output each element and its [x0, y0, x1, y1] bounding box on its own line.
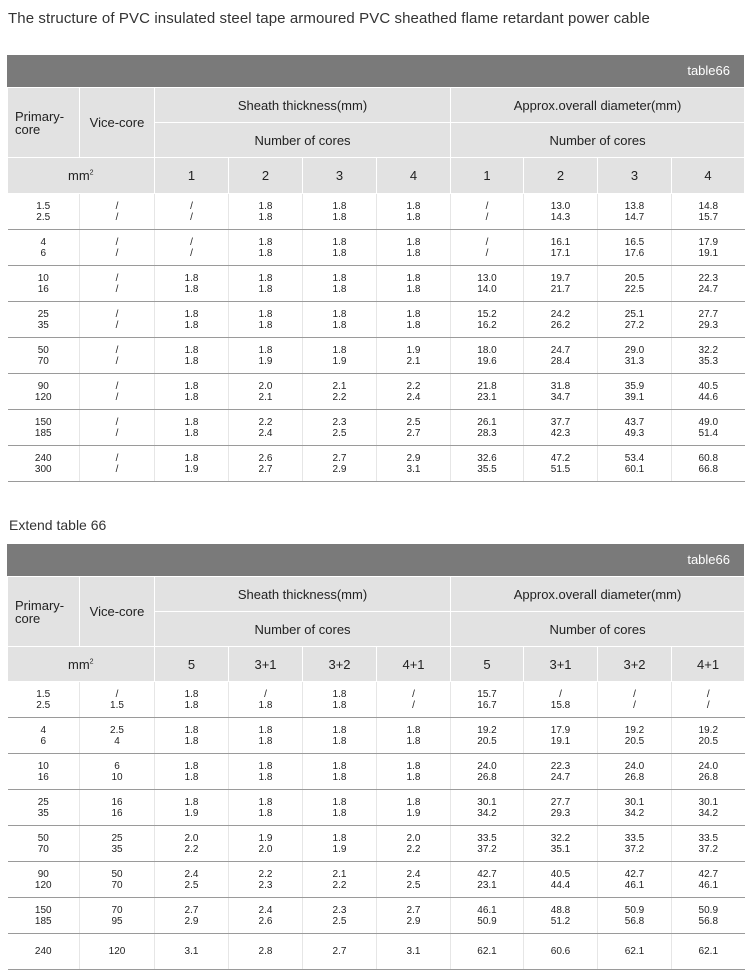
primary-core-cell: 10 16: [8, 266, 80, 302]
value-cell: 33.5 37.2: [598, 826, 672, 862]
sheath-number-of-cores-header: Number of cores: [155, 612, 451, 647]
value-cell: 1.8 1.9: [303, 338, 377, 374]
vice-core-cell: / 1.5: [80, 682, 155, 718]
value-cell: / /: [672, 682, 745, 718]
vice-core-cell: 50 70: [80, 862, 155, 898]
value-cell: 13.8 14.7: [598, 194, 672, 230]
table-tag: table66: [7, 544, 744, 576]
value-cell: 60.6: [524, 934, 598, 970]
core-count-header: 4: [672, 158, 745, 194]
value-cell: 2.7: [303, 934, 377, 970]
primary-core-cell: 90 120: [8, 374, 80, 410]
core-count-header: 3: [598, 158, 672, 194]
value-cell: 1.8 1.8: [229, 266, 303, 302]
primary-core-cell: 25 35: [8, 790, 80, 826]
value-cell: 32.2 35.1: [524, 826, 598, 862]
value-cell: 21.8 23.1: [451, 374, 524, 410]
value-cell: 62.1: [451, 934, 524, 970]
value-cell: 1.8 1.8: [155, 718, 229, 754]
page-title: The structure of PVC insulated steel tape armoured PVC sheathed flame retardant power cable: [8, 10, 650, 27]
value-cell: 33.5 37.2: [672, 826, 745, 862]
table-row: [8, 898, 745, 934]
core-count-header: 4+1: [672, 647, 745, 682]
value-cell: / /: [377, 682, 451, 718]
vice-core-cell: / /: [80, 410, 155, 446]
value-cell: 2.4 2.5: [377, 862, 451, 898]
value-cell: 1.8 1.9: [303, 826, 377, 862]
value-cell: 40.5 44.6: [672, 374, 745, 410]
value-cell: 1.8 1.8: [303, 754, 377, 790]
vice-core-cell: / /: [80, 230, 155, 266]
vice-core-cell: 6 10: [80, 754, 155, 790]
value-cell: 30.1 34.2: [672, 790, 745, 826]
table-tag: table66: [7, 55, 744, 87]
primary-core-header: Primary- core: [8, 577, 80, 647]
primary-core-cell: 10 16: [8, 754, 80, 790]
table-row: [8, 754, 745, 790]
value-cell: 1.8 1.8: [303, 230, 377, 266]
diameter-number-of-cores-header: Number of cores: [451, 123, 745, 158]
value-cell: 48.8 51.2: [524, 898, 598, 934]
value-cell: 16.1 17.1: [524, 230, 598, 266]
unit-header: $mm^2$: [8, 158, 155, 194]
value-cell: 24.0 26.8: [451, 754, 524, 790]
value-cell: 1.8 1.8: [155, 754, 229, 790]
value-cell: / /: [451, 194, 524, 230]
value-cell: 53.4 60.1: [598, 446, 672, 482]
value-cell: 19.2 20.5: [451, 718, 524, 754]
value-cell: 17.9 19.1: [524, 718, 598, 754]
table-row: [8, 338, 745, 374]
value-cell: 42.7 46.1: [598, 862, 672, 898]
value-cell: 1.8 1.8: [155, 682, 229, 718]
value-cell: 24.0 26.8: [598, 754, 672, 790]
sheath-thickness-header: Sheath thickness(mm): [155, 88, 451, 123]
sheath-number-of-cores-header: Number of cores: [155, 123, 451, 158]
value-cell: 2.3 2.5: [303, 410, 377, 446]
core-count-header: 3+1: [229, 647, 303, 682]
primary-core-cell: 1.5 2.5: [8, 682, 80, 718]
table-row: [8, 682, 745, 718]
value-cell: 32.6 35.5: [451, 446, 524, 482]
extend-table-title: Extend table 66: [9, 517, 107, 533]
value-cell: 2.7 2.9: [303, 446, 377, 482]
core-count-header: 3+1: [524, 647, 598, 682]
primary-core-cell: 50 70: [8, 338, 80, 374]
value-cell: 35.9 39.1: [598, 374, 672, 410]
value-cell: 50.9 56.8: [598, 898, 672, 934]
value-cell: / 15.8: [524, 682, 598, 718]
value-cell: 2.4 2.5: [155, 862, 229, 898]
value-cell: 2.3 2.5: [303, 898, 377, 934]
table-row: [8, 862, 745, 898]
table-row: [8, 230, 745, 266]
value-cell: 2.1 2.2: [303, 862, 377, 898]
value-cell: 1.8 1.9: [377, 790, 451, 826]
value-cell: 25.1 27.2: [598, 302, 672, 338]
value-cell: 42.7 23.1: [451, 862, 524, 898]
vice-core-cell: 25 35: [80, 826, 155, 862]
value-cell: 1.8 1.8: [155, 302, 229, 338]
value-cell: 1.8 1.8: [303, 194, 377, 230]
value-cell: / /: [598, 682, 672, 718]
value-cell: 3.1: [377, 934, 451, 970]
overall-diameter-header: Approx.overall diameter(mm): [451, 577, 745, 612]
value-cell: 24.7 28.4: [524, 338, 598, 374]
value-cell: 49.0 51.4: [672, 410, 745, 446]
value-cell: 19.2 20.5: [598, 718, 672, 754]
table-row: [8, 302, 745, 338]
value-cell: 22.3 24.7: [672, 266, 745, 302]
vice-core-cell: 70 95: [80, 898, 155, 934]
value-cell: 42.7 46.1: [672, 862, 745, 898]
value-cell: 1.8 1.8: [377, 266, 451, 302]
value-cell: 2.7 2.9: [377, 898, 451, 934]
value-cell: 1.8 1.8: [155, 266, 229, 302]
overall-diameter-header: Approx.overall diameter(mm): [451, 88, 745, 123]
value-cell: 31.8 34.7: [524, 374, 598, 410]
table-grid: [7, 576, 745, 970]
vice-core-cell: 120: [80, 934, 155, 970]
core-count-header-row: [8, 647, 745, 682]
value-cell: 1.8 1.9: [229, 338, 303, 374]
core-count-header: 3+2: [303, 647, 377, 682]
value-cell: 2.4 2.6: [229, 898, 303, 934]
value-cell: 17.9 19.1: [672, 230, 745, 266]
diameter-number-of-cores-header: Number of cores: [451, 612, 745, 647]
value-cell: 2.2 2.4: [377, 374, 451, 410]
value-cell: 2.5 2.7: [377, 410, 451, 446]
value-cell: 2.0 2.2: [377, 826, 451, 862]
value-cell: 1.8 1.8: [155, 338, 229, 374]
value-cell: 1.8 1.8: [303, 266, 377, 302]
value-cell: 26.1 28.3: [451, 410, 524, 446]
table-row: [8, 266, 745, 302]
value-cell: 1.8 1.8: [229, 230, 303, 266]
table-row: [8, 934, 745, 970]
primary-core-cell: 1.5 2.5: [8, 194, 80, 230]
core-count-header-row: [8, 158, 745, 194]
vice-core-cell: / /: [80, 266, 155, 302]
value-cell: 3.1: [155, 934, 229, 970]
value-cell: 2.7 2.9: [155, 898, 229, 934]
vice-core-cell: / /: [80, 338, 155, 374]
value-cell: 30.1 34.2: [598, 790, 672, 826]
value-cell: 46.1 50.9: [451, 898, 524, 934]
value-cell: 2.1 2.2: [303, 374, 377, 410]
value-cell: 24.2 26.2: [524, 302, 598, 338]
value-cell: 1.8 1.8: [377, 194, 451, 230]
primary-core-header: Primary- core: [8, 88, 80, 158]
core-count-header: 2: [524, 158, 598, 194]
value-cell: 19.7 21.7: [524, 266, 598, 302]
value-cell: / /: [155, 194, 229, 230]
value-cell: 1.8 1.8: [155, 410, 229, 446]
value-cell: 15.2 16.2: [451, 302, 524, 338]
table-grid: [7, 87, 745, 482]
core-count-header: 4: [377, 158, 451, 194]
cable-table-66: [7, 55, 744, 482]
core-count-header: 3+2: [598, 647, 672, 682]
value-cell: 1.8 1.8: [229, 790, 303, 826]
value-cell: 14.8 15.7: [672, 194, 745, 230]
value-cell: 2.9 3.1: [377, 446, 451, 482]
value-cell: / /: [155, 230, 229, 266]
table-row: [8, 446, 745, 482]
vice-core-header: Vice-core: [80, 577, 155, 647]
vice-core-cell: / /: [80, 446, 155, 482]
value-cell: 18.0 19.6: [451, 338, 524, 374]
table-row: [8, 410, 745, 446]
value-cell: 1.8 1.8: [229, 754, 303, 790]
vice-core-cell: / /: [80, 194, 155, 230]
value-cell: 1.8 1.9: [155, 446, 229, 482]
vice-core-cell: / /: [80, 374, 155, 410]
value-cell: 62.1: [598, 934, 672, 970]
primary-core-cell: 50 70: [8, 826, 80, 862]
value-cell: / 1.8: [229, 682, 303, 718]
core-count-header: 4+1: [377, 647, 451, 682]
value-cell: 1.8 1.8: [377, 754, 451, 790]
unit-header: $mm^2$: [8, 647, 155, 682]
value-cell: 1.8 1.8: [155, 374, 229, 410]
primary-core-cell: 25 35: [8, 302, 80, 338]
value-cell: / /: [451, 230, 524, 266]
table-row: [8, 374, 745, 410]
core-count-header: 5: [451, 647, 524, 682]
table-row: [8, 194, 745, 230]
value-cell: 1.9 2.0: [229, 826, 303, 862]
value-cell: 1.8 1.8: [229, 302, 303, 338]
value-cell: 40.5 44.4: [524, 862, 598, 898]
value-cell: 1.9 2.1: [377, 338, 451, 374]
value-cell: 60.8 66.8: [672, 446, 745, 482]
value-cell: 37.7 42.3: [524, 410, 598, 446]
core-count-header: 1: [155, 158, 229, 194]
value-cell: 27.7 29.3: [672, 302, 745, 338]
value-cell: 1.8 1.8: [229, 718, 303, 754]
primary-core-cell: 150 185: [8, 410, 80, 446]
primary-core-cell: 240 300: [8, 446, 80, 482]
value-cell: 2.0 2.1: [229, 374, 303, 410]
primary-core-cell: 4 6: [8, 230, 80, 266]
value-cell: 2.0 2.2: [155, 826, 229, 862]
core-count-header: 3: [303, 158, 377, 194]
value-cell: 22.3 24.7: [524, 754, 598, 790]
value-cell: 62.1: [672, 934, 745, 970]
value-cell: 20.5 22.5: [598, 266, 672, 302]
value-cell: 1.8 1.8: [229, 194, 303, 230]
value-cell: 1.8 1.8: [377, 302, 451, 338]
primary-core-cell: 240: [8, 934, 80, 970]
value-cell: 30.1 34.2: [451, 790, 524, 826]
value-cell: 2.2 2.4: [229, 410, 303, 446]
primary-core-cell: 90 120: [8, 862, 80, 898]
value-cell: 32.2 35.3: [672, 338, 745, 374]
value-cell: 1.8 1.8: [377, 718, 451, 754]
primary-core-cell: 150 185: [8, 898, 80, 934]
value-cell: 1.8 1.9: [155, 790, 229, 826]
value-cell: 1.8 1.8: [303, 302, 377, 338]
value-cell: 16.5 17.6: [598, 230, 672, 266]
value-cell: 2.2 2.3: [229, 862, 303, 898]
value-cell: 13.0 14.3: [524, 194, 598, 230]
value-cell: 43.7 49.3: [598, 410, 672, 446]
value-cell: 27.7 29.3: [524, 790, 598, 826]
value-cell: 1.8 1.8: [377, 230, 451, 266]
primary-core-cell: 4 6: [8, 718, 80, 754]
core-count-header: 1: [451, 158, 524, 194]
cable-table-66-extended: [7, 544, 744, 970]
value-cell: 1.8 1.8: [303, 682, 377, 718]
value-cell: 2.6 2.7: [229, 446, 303, 482]
value-cell: 1.8 1.8: [303, 790, 377, 826]
value-cell: 50.9 56.8: [672, 898, 745, 934]
table-row: [8, 718, 745, 754]
value-cell: 47.2 51.5: [524, 446, 598, 482]
value-cell: 13.0 14.0: [451, 266, 524, 302]
vice-core-cell: 2.5 4: [80, 718, 155, 754]
value-cell: 19.2 20.5: [672, 718, 745, 754]
value-cell: 2.8: [229, 934, 303, 970]
value-cell: 1.8 1.8: [303, 718, 377, 754]
vice-core-cell: / /: [80, 302, 155, 338]
sheath-thickness-header: Sheath thickness(mm): [155, 577, 451, 612]
value-cell: 24.0 26.8: [672, 754, 745, 790]
value-cell: 33.5 37.2: [451, 826, 524, 862]
vice-core-header: Vice-core: [80, 88, 155, 158]
value-cell: 29.0 31.3: [598, 338, 672, 374]
vice-core-cell: 16 16: [80, 790, 155, 826]
table-row: [8, 790, 745, 826]
value-cell: 15.7 16.7: [451, 682, 524, 718]
core-count-header: 2: [229, 158, 303, 194]
core-count-header: 5: [155, 647, 229, 682]
table-row: [8, 826, 745, 862]
